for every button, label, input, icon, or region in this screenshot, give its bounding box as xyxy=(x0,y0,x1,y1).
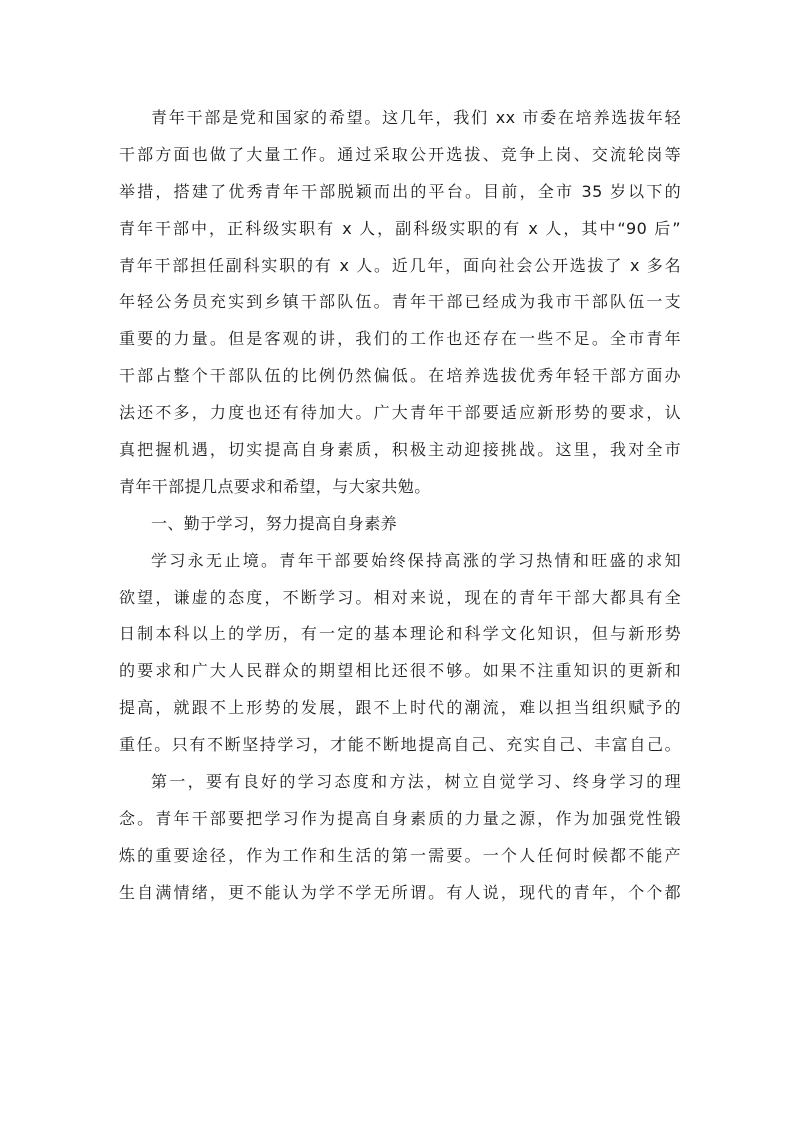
text-line: 年轻公务员充实到乡镇干部队伍。青年干部已经成为我市干部队伍一支 xyxy=(119,292,681,312)
text-line: 青年干部担任副科实职的有 x 人。近几年，面向社会公开选拔了 x 多名 xyxy=(119,255,681,275)
text-line: 第一，要有良好的学习态度和方法，树立自觉学习、终身学习的理 xyxy=(151,772,681,792)
paragraph-intro xyxy=(119,100,681,506)
text-line: 生自满情绪，更不能认为学不学无所谓。有人说，现代的青年，个个都 xyxy=(119,882,681,902)
heading-text: 一、勤于学习，努力提高自身素养 xyxy=(151,513,398,533)
text-line: 日制本科以上的学历，有一定的基本理论和科学文化知识，但与新形势 xyxy=(119,624,681,644)
paragraph-learning xyxy=(119,543,681,764)
text-line: 提高，就跟不上形势的发展，跟不上时代的潮流，难以担当组织赋予的 xyxy=(119,698,681,718)
text-line: 法还不多，力度也还有待加大。广大青年干部要适应新形势的要求，认 xyxy=(119,403,681,423)
text-line: 欲望，谦虚的态度，不断学习。相对来说，现在的青年干部大都具有全 xyxy=(119,587,681,607)
text-line: 重任。只有不断坚持学习，才能不断地提高自己、充实自己、丰富自己。 xyxy=(119,735,681,755)
text-line: 学习永无止境。青年干部要始终保持高涨的学习热情和旺盛的求知 xyxy=(151,550,681,570)
text-line: 重要的力量。但是客观的讲，我们的工作也还存在一些不足。全市青年 xyxy=(119,329,681,349)
text-line: 的要求和广大人民群众的期望相比还很不够。如果不注重知识的更新和 xyxy=(119,661,681,681)
text-line: 青年干部中，正科级实职有 x 人，副科级实职的有 x 人，其中“90 后” xyxy=(119,218,681,238)
text-line: 干部方面也做了大量工作。通过采取公开选拔、竞争上岗、交流轮岗等 xyxy=(119,144,681,164)
section-heading xyxy=(119,506,681,543)
text-line: 干部占整个干部队伍的比例仍然偏低。在培养选拔优秀年轻干部方面办 xyxy=(119,366,681,386)
paragraph-first-point xyxy=(119,764,681,912)
text-line: 念。青年干部要把学习作为提高自身素质的力量之源，作为加强党性锻 xyxy=(119,808,681,828)
document-body xyxy=(119,100,681,912)
text-line: 青年干部是党和国家的希望。这几年，我们 xx 市委在培养选拔年轻 xyxy=(151,108,681,127)
text-line: 真把握机遇，切实提高自身素质，积极主动迎接挑战。这里，我对全市 xyxy=(119,440,681,460)
text-line: 举措，搭建了优秀青年干部脱颖而出的平台。目前，全市 35 岁以下的 xyxy=(119,181,681,201)
text-line: 青年干部提几点要求和希望，与大家共勉。 xyxy=(119,476,431,496)
text-line: 炼的重要途径，作为工作和生活的第一需要。一个人任何时候都不能产 xyxy=(119,845,681,865)
